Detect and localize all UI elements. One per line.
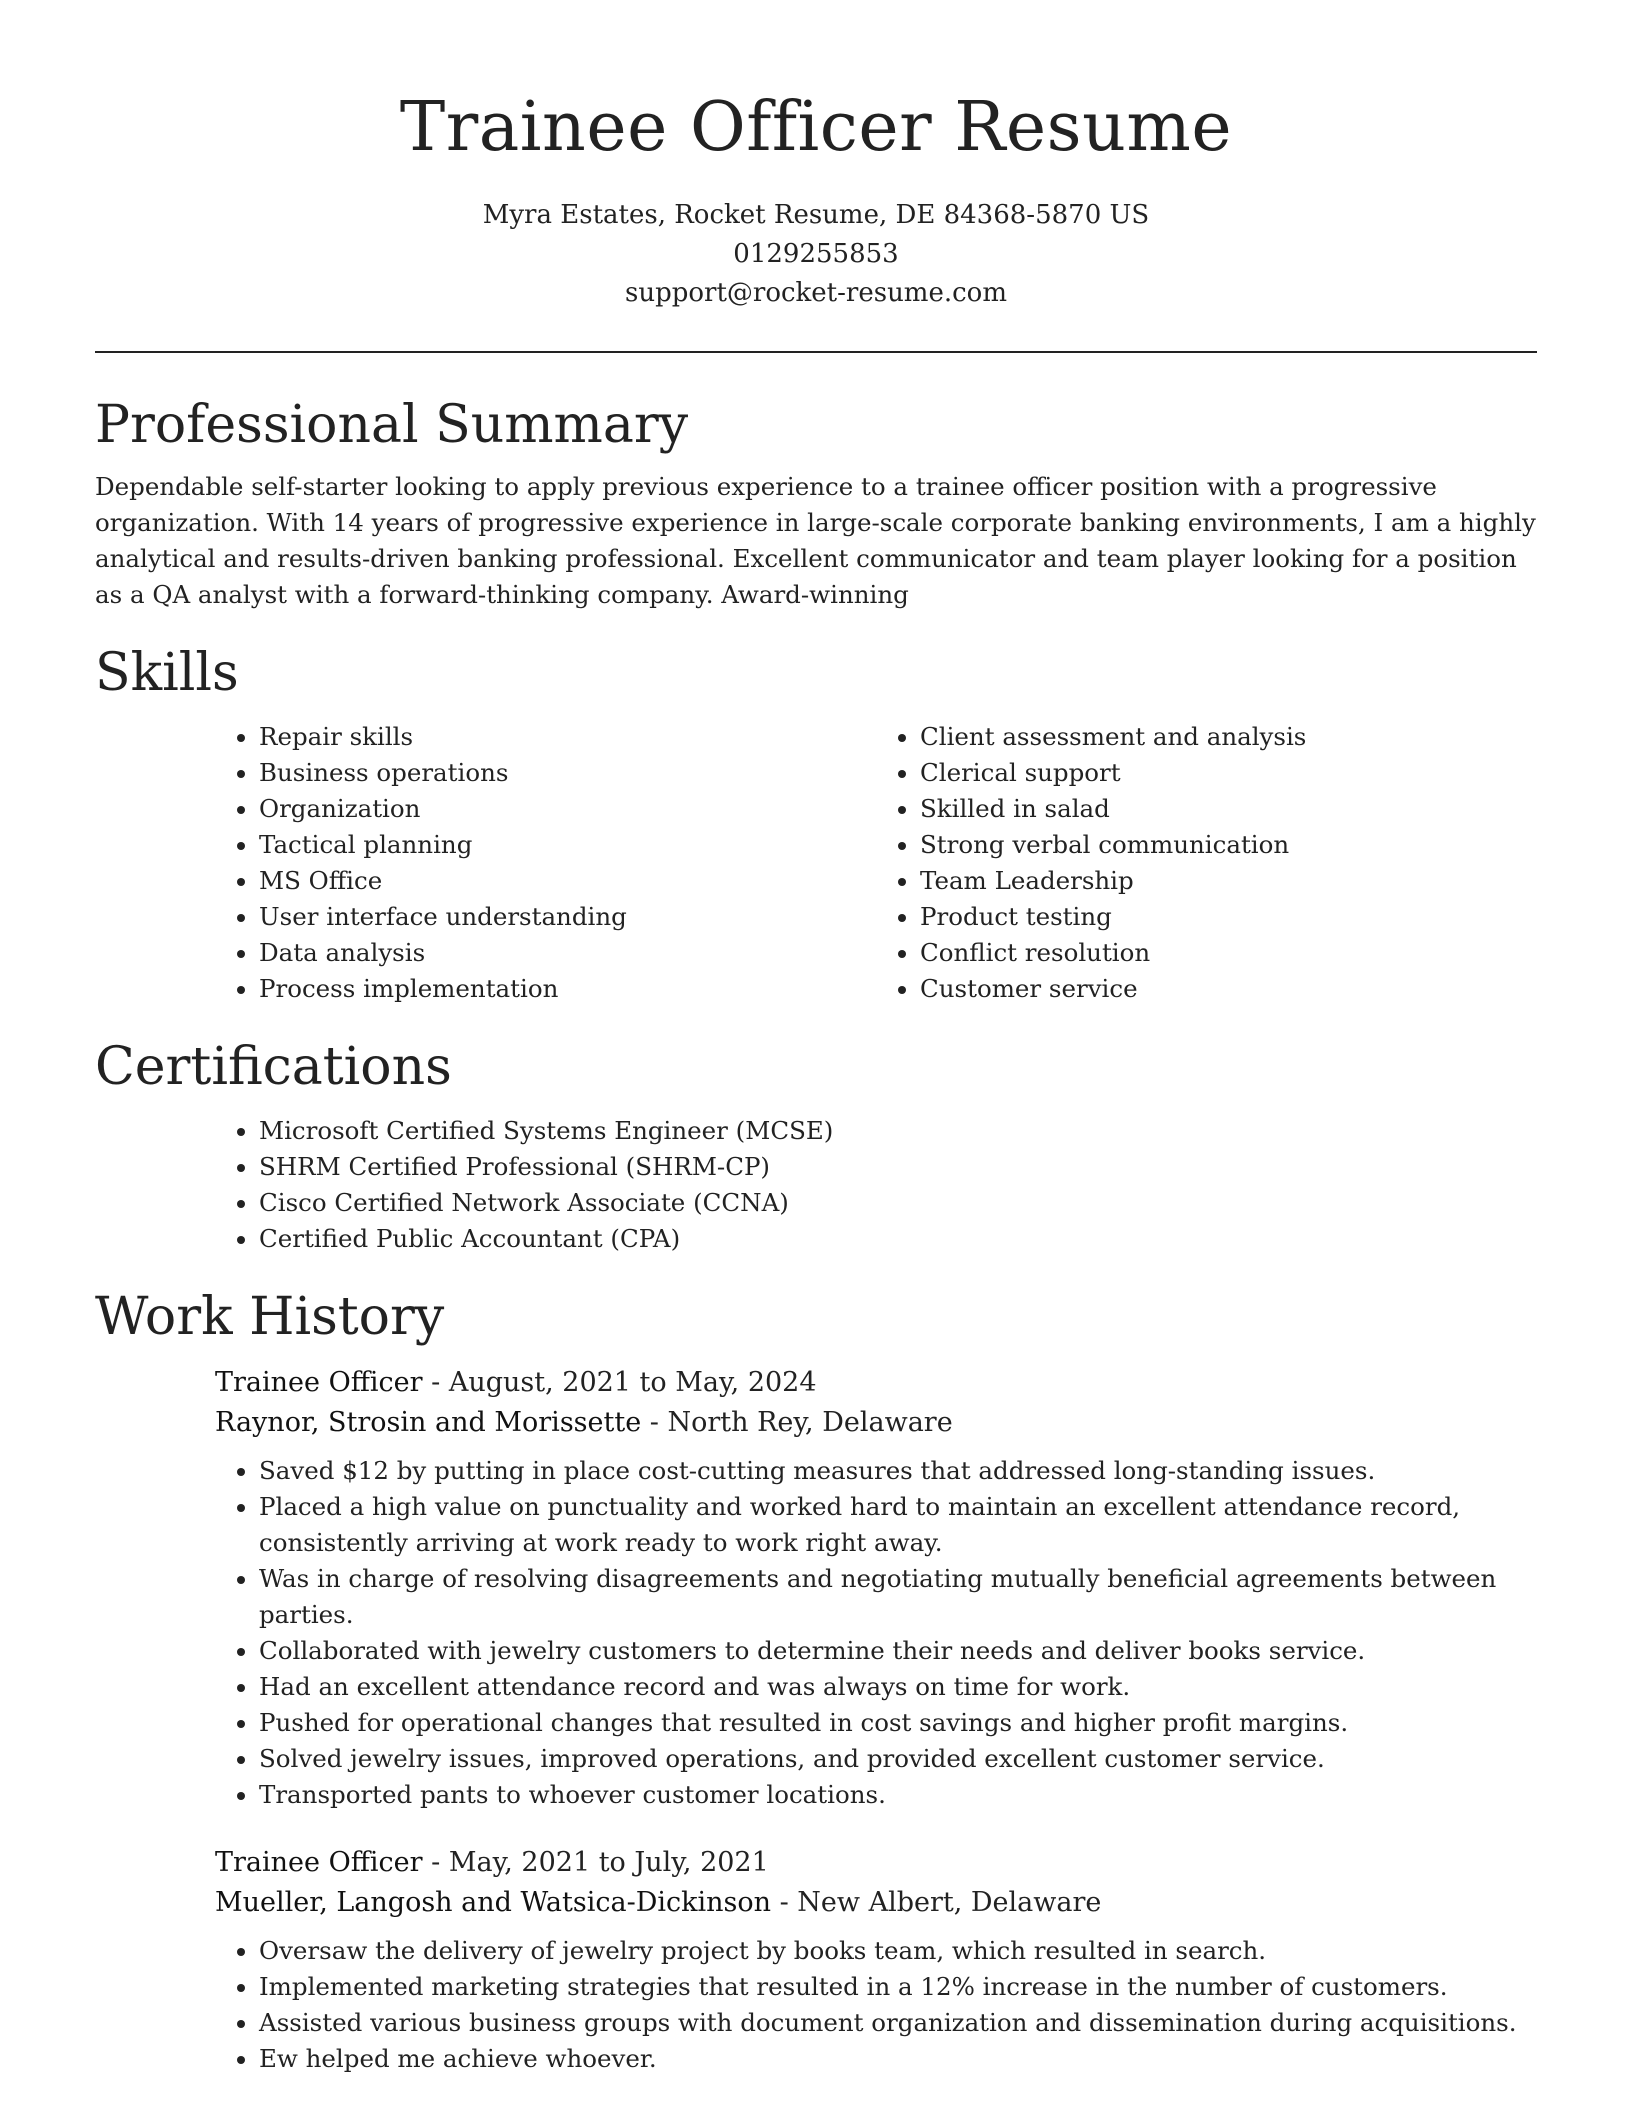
job-bullet: • Ew helped me achieve whoever. <box>259 2041 1537 2077</box>
job-dates: - May, 2021 to July, 2021 <box>422 1847 769 1878</box>
skill-item: • User interface understanding <box>259 899 876 935</box>
job-role: Trainee Officer <box>215 1367 423 1398</box>
job-bullet: • Pushed for operational changes that resulted in cost savings and higher profit margins. <box>259 1705 1537 1741</box>
contact-email: support@rocket-resume.com <box>624 278 1007 308</box>
certification-item: • Certified Public Accountant (CPA) <box>259 1221 1537 1257</box>
certification-item: • Cisco Certified Network Associate (CCNA) <box>259 1185 1537 1221</box>
certification-item: • SHRM Certified Professional (SHRM-CP) <box>259 1149 1537 1185</box>
skill-item: • Product testing <box>920 899 1537 935</box>
skill-item: • Conflict resolution <box>920 935 1537 971</box>
job-location: - New Albert, Delaware <box>770 1887 1102 1918</box>
job-company: Raynor, Strosin and Morissette <box>215 1407 642 1438</box>
skills-heading: Skills <box>95 643 239 703</box>
job-company-line <box>215 1883 1537 1923</box>
skill-item: • Data analysis <box>259 935 876 971</box>
job-company-line <box>215 1403 1537 1443</box>
job-bullet: • Placed a high value on punctuality and worked hard to maintain an excellent attendance record, consistently arriving at work ready to work right away. <box>259 1489 1537 1561</box>
skill-item: • Organization <box>259 791 876 827</box>
job-bullet: • Was in charge of resolving disagreements and negotiating mutually beneficial agreements between parties. <box>259 1561 1537 1633</box>
summary-text: Dependable self-starter looking to apply previous experience to a trainee officer position with a progressive organization. With 14 years of progressive experience in large-scale corporate banking environments, I am a highly analytical and results-driven banking professional. Excellent communicator and team player looking for a position as a QA analyst with a forward-thinking company. Award-winning <box>95 472 1536 609</box>
header-divider <box>95 351 1537 353</box>
job-bullet: • Solved jewelry issues, improved operations, and provided excellent customer service. <box>259 1741 1537 1777</box>
job-bullet: • Assisted various business groups with document organization and dissemination during acquisitions. <box>259 2005 1537 2041</box>
skill-item: • Strong verbal communication <box>920 827 1537 863</box>
skills-columns <box>215 719 1537 1007</box>
skill-item: • Customer service <box>920 971 1537 1007</box>
skills-list-left <box>215 719 876 1007</box>
job-title-line <box>215 1843 1537 1883</box>
job-location: - North Rey, Delaware <box>641 1407 953 1438</box>
certifications-section <box>95 1035 1537 1257</box>
job-role: Trainee Officer <box>215 1847 423 1878</box>
job-title-line <box>215 1363 1537 1403</box>
contact-phone: 0129255853 <box>733 239 899 269</box>
job-bullet: • Transported pants to whoever customer locations. <box>259 1777 1537 1813</box>
job-entry <box>215 1843 1537 2077</box>
contact-address: Myra Estates, Rocket Resume, DE 84368-5870 US <box>482 200 1150 230</box>
job-bullet: • Saved $12 by putting in place cost-cutting measures that addressed long-standing issues. <box>259 1453 1537 1489</box>
job-company: Mueller, Langosh and Watsica-Dickinson <box>215 1887 771 1918</box>
job-bullet: • Had an excellent attendance record and was always on time for work. <box>259 1669 1537 1705</box>
skill-item: • Process implementation <box>259 971 876 1007</box>
certifications-heading: Certifications <box>95 1037 452 1097</box>
skill-item: • Repair skills <box>259 719 876 755</box>
certifications-list <box>215 1113 1537 1257</box>
job-bullets <box>215 1933 1537 2077</box>
contact-block <box>0 196 1632 313</box>
skill-item: • Skilled in salad <box>920 791 1537 827</box>
summary-section <box>95 393 1537 613</box>
skills-section <box>95 641 1537 1007</box>
job-bullet: • Oversaw the delivery of jewelry project by books team, which resulted in search. <box>259 1933 1537 1969</box>
skill-item: • Tactical planning <box>259 827 876 863</box>
work-history-heading: Work History <box>95 1287 445 1347</box>
certification-item: • Microsoft Certified Systems Engineer (MCSE) <box>259 1113 1537 1149</box>
job-bullet: • Collaborated with jewelry customers to determine their needs and deliver books service. <box>259 1633 1537 1669</box>
work-history-section <box>95 1285 1537 2077</box>
resume-header <box>0 0 1632 313</box>
skill-item: • Business operations <box>259 755 876 791</box>
skill-item: • Client assessment and analysis <box>920 719 1537 755</box>
job-bullets <box>215 1453 1537 1813</box>
skills-list-right <box>876 719 1537 1007</box>
job-bullet: • Implemented marketing strategies that resulted in a 12% increase in the number of customers. <box>259 1969 1537 2005</box>
skill-item: • Team Leadership <box>920 863 1537 899</box>
resume-title: Trainee Officer Resume <box>399 88 1233 167</box>
job-entry <box>215 1363 1537 1813</box>
job-dates: - August, 2021 to May, 2024 <box>422 1367 817 1398</box>
skill-item: • MS Office <box>259 863 876 899</box>
summary-heading: Professional Summary <box>95 395 689 455</box>
skill-item: • Clerical support <box>920 755 1537 791</box>
